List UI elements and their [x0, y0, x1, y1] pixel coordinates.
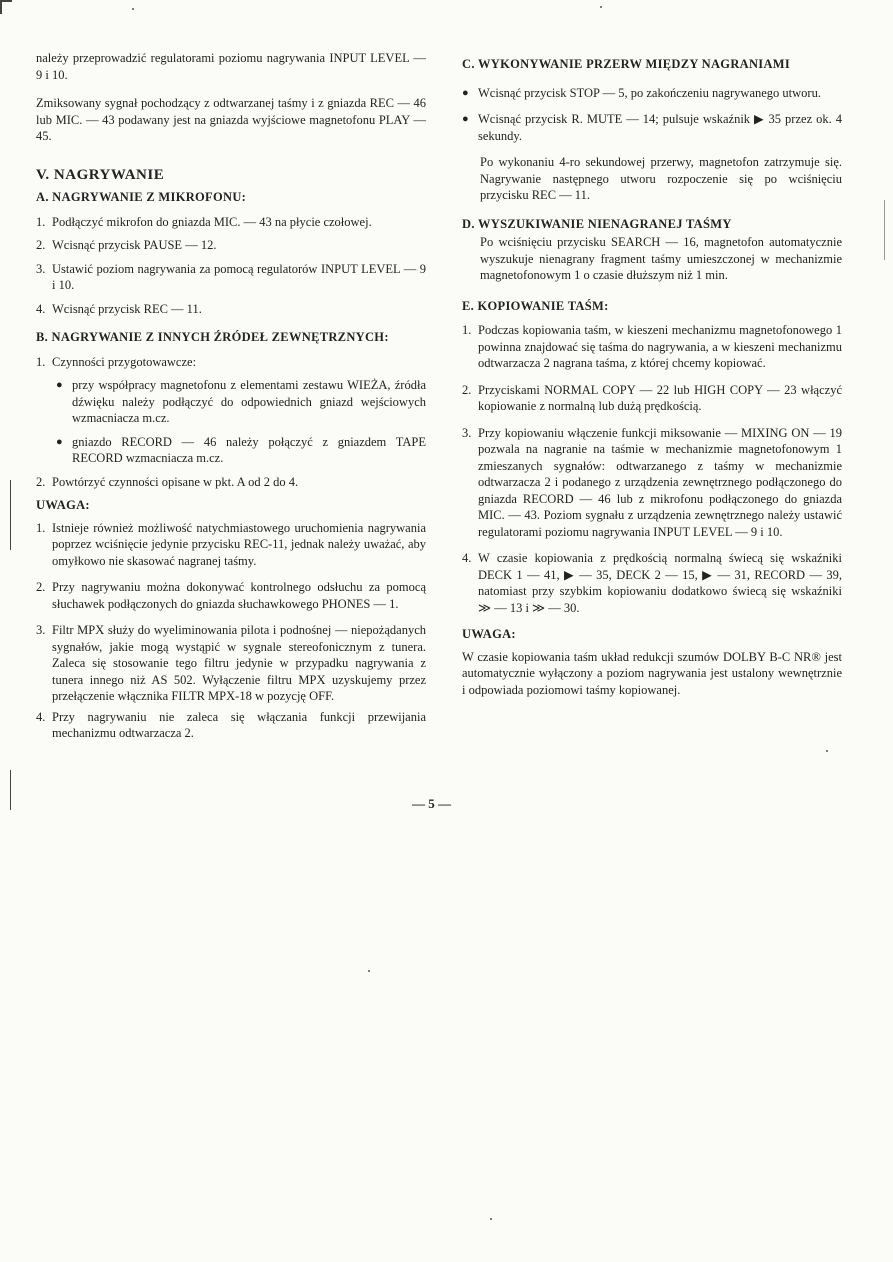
- bullet-icon: ●: [56, 435, 63, 448]
- bullet-text: przy współpracy magnetofonu z elementami zestawu WIEŻA, źródła dźwięku należy podłączyć do odpowiednich gniazd wejściowych wzmacniacza m.cz.: [72, 378, 426, 425]
- item-number: 1.: [36, 520, 46, 535]
- note-label: UWAGA:: [36, 498, 90, 512]
- item-number: 1.: [36, 354, 46, 369]
- note-paragraph: W czasie kopiowania taśm układ redukcji szumów DOLBY B-C NR® jest automatycznie wyłączony a poziom nagrywania jest ustalony wewnętrznie i odpowiada poziomowi taśmy kopiowanej.: [462, 649, 842, 697]
- bullet-text: Wcisnąć przycisk STOP — 5, po zakończeniu nagrywanego utworu.: [478, 85, 821, 100]
- item-text: Przy kopiowaniu włączenie funkcji miksowanie — MIXING ON — 19 pozwala na nagranie na taśmie w mechanizmie magnetofonowym 1 zmieszanych sygnałów: odtwarzanego z taśmy w mechanizmie odtwarzacza 2 i podanego z urządzenia zewnętrznego podłączonego do gniazda RECORD — 46 lub z mikrofonu podłączonego do gniazda MIC. — 43. Poziom sygnału z urządzenia zewnętrznego należy ustawić regulatorami poziomu nagrywania INPUT LEVEL — 9 i 10.: [478, 425, 842, 539]
- item-text: Przy nagrywaniu można dokonywać kontrolnego odsłuchu za pomocą słuchawek podłączonych do gniazda słuchawkowego PHONES — 1.: [52, 580, 426, 611]
- item-number: 3.: [36, 261, 46, 276]
- bullet-icon: ●: [462, 113, 469, 125]
- paragraph: Po wciśnięciu przycisku SEARCH — 16, magnetofon automatycznie wyszukuje nienagrany fragment taśmy umieszczonej w mechanizmie magnetofonowym 1 o czasie dłuższym niż 1 min.: [480, 235, 842, 282]
- left-column: [36, 50, 426, 749]
- item-number: 3.: [462, 425, 472, 440]
- item-number: 1.: [36, 214, 46, 229]
- list-a: [36, 214, 426, 318]
- item-text: Wcisnąć przycisk PAUSE — 12.: [52, 238, 217, 252]
- list-item: [36, 474, 426, 491]
- item-text: Podłączyć mikrofon do gniazda MIC. — 43 na płycie czołowej.: [52, 214, 372, 229]
- item-text: Powtórzyć czynności opisane w pkt. A od 2 do 4.: [52, 474, 299, 489]
- speck: [600, 6, 602, 8]
- speck: [132, 8, 134, 10]
- bullet-text: Wcisnąć przycisk R. MUTE — 14; pulsuje wskaźnik ▶ 35 przez ok. 4 sekundy.: [478, 112, 842, 143]
- item-number: 4.: [36, 301, 46, 316]
- scan-mark: [884, 200, 885, 260]
- item-text: Filtr MPX służy do wyeliminowania pilota i podnośnej — niepożądanych sygnałów, jakie mogą wystąpić w sygnale stereofonicznym z tunera. Zaleca się stosowanie tego filtru jedynie w przypadku nagrywania z tunera innego niż AS 502. Wyłączenie filtru MPX uzyskujemy przez przełączenie włącznika FILTR MPX-18 w pozycję OFF.: [52, 623, 426, 703]
- paragraph: Po wykonaniu 4-ro sekundowej przerwy, magnetofon zatrzymuje się. Nagrywanie następnego utworu rozpoczenie się po wciśnięciu przycisku REC — 11.: [480, 155, 842, 202]
- item-number: 2.: [36, 580, 46, 594]
- item-number: 4.: [462, 551, 472, 565]
- item-text: Istnieje również możliwość natychmiastowego uruchomienia nagrywania poprzez wciśnięcie jedynie przycisku REC-11, jednak należy uważać, aby omyłkowo nie skasować nagranej taśmy.: [52, 520, 426, 568]
- bullet-item: [56, 377, 426, 427]
- list-item: [462, 425, 842, 541]
- note-list: [36, 520, 426, 742]
- bullet-item: [462, 111, 842, 144]
- item-text: W czasie kopiowania z prędkością normalną świecą się wskaźniki DECK 1 — 41, ▶ — 35, DECK 2 — 15, ▶ — 31, RECORD — 39, natomiast przy szybkim kopiowaniu dodatkowo świecą się wskaźniki ≫ — 13 i ≫ — 30.: [478, 551, 842, 615]
- list-item: [36, 301, 426, 318]
- list-item: [462, 550, 842, 616]
- list-item: [462, 382, 842, 415]
- item-text: Przyciskami NORMAL COPY — 22 lub HIGH COPY — 23 włączyć kopiowanie z normalną lub dużą prędkością.: [478, 382, 842, 413]
- item-number: 2.: [36, 238, 46, 252]
- subsection-title-a: A. NAGRYWANIE Z MIKROFONU:: [36, 190, 247, 204]
- list-item: [36, 237, 426, 254]
- bullet-list: [462, 85, 842, 145]
- item-number: 2.: [36, 474, 46, 489]
- bullet-text: gniazdo RECORD — 46 należy połączyć z gniazdem TAPE RECORD wzmacniacza m.cz.: [72, 434, 426, 465]
- item-text: Ustawić poziom nagrywania za pomocą regulatorów INPUT LEVEL — 9 i 10.: [52, 261, 426, 292]
- item-text: Podczas kopiowania taśm, w kieszeni mechanizmu magnetofonowego 1 powinna znajdować się taśma do nagrywania, a w kieszeni mechanizmu odtwarzacza 2 nagrana taśma, z której chcemy kopiować.: [478, 323, 842, 370]
- list-item: [36, 214, 426, 231]
- list-item: [36, 579, 426, 612]
- list-item: [36, 354, 426, 371]
- item-text: Wcisnąć przycisk REC — 11.: [52, 301, 202, 316]
- list-item: [36, 709, 426, 742]
- speck: [368, 970, 370, 972]
- item-number: 4.: [36, 709, 46, 724]
- item-number: 1.: [462, 323, 472, 337]
- bullet-item: [462, 85, 842, 102]
- scan-mark: [10, 480, 11, 550]
- item-text: Czynności przygotowawcze:: [52, 354, 197, 369]
- right-column: [462, 50, 842, 710]
- subsection-title-b: B. NAGRYWANIE Z INNYCH ŹRÓDEŁ ZEWNĘTRZNYCH:: [36, 330, 389, 344]
- bullet-icon: ●: [56, 379, 63, 391]
- speck: [826, 750, 828, 752]
- list-item: [462, 322, 842, 372]
- scan-mark: [10, 770, 11, 810]
- item-number: 2.: [462, 382, 472, 397]
- bullet-item: [56, 434, 426, 467]
- intro-paragraph: należy przeprowadzić regulatorami poziomu nagrywania INPUT LEVEL — 9 i 10.: [36, 51, 426, 82]
- item-number: 3.: [36, 623, 46, 637]
- section-title: V. NAGRYWANIE: [36, 166, 165, 183]
- scan-mark: [0, 0, 2, 14]
- list-item: [36, 520, 426, 570]
- subsection-title-c: C. WYKONYWANIE PRZERW MIĘDZY NAGRANIAMI: [462, 57, 791, 71]
- bullet-list: [36, 377, 426, 467]
- list-item: [36, 622, 426, 705]
- bullet-icon: ●: [462, 86, 469, 99]
- list-item: [36, 261, 426, 294]
- subsection-title-d: D. WYSZUKIWANIE NIENAGRANEJ TAŚMY: [462, 216, 732, 231]
- page-number: — 5 —: [412, 796, 451, 811]
- note-label: UWAGA:: [462, 627, 516, 641]
- subsection-title-e: E. KOPIOWANIE TAŚM:: [462, 298, 609, 313]
- list-e: [462, 322, 842, 616]
- speck: [490, 1218, 492, 1220]
- item-text: Przy nagrywaniu nie zaleca się włączania funkcji przewijania mechanizmu odtwarzacza 2.: [52, 709, 426, 740]
- intro-paragraph: Zmiksowany sygnał pochodzący z odtwarzanej taśmy i z gniazda REC — 46 lub MIC. — 43 podawany jest na gniazda wyjściowe magnetofonu PLAY — 45.: [36, 96, 426, 143]
